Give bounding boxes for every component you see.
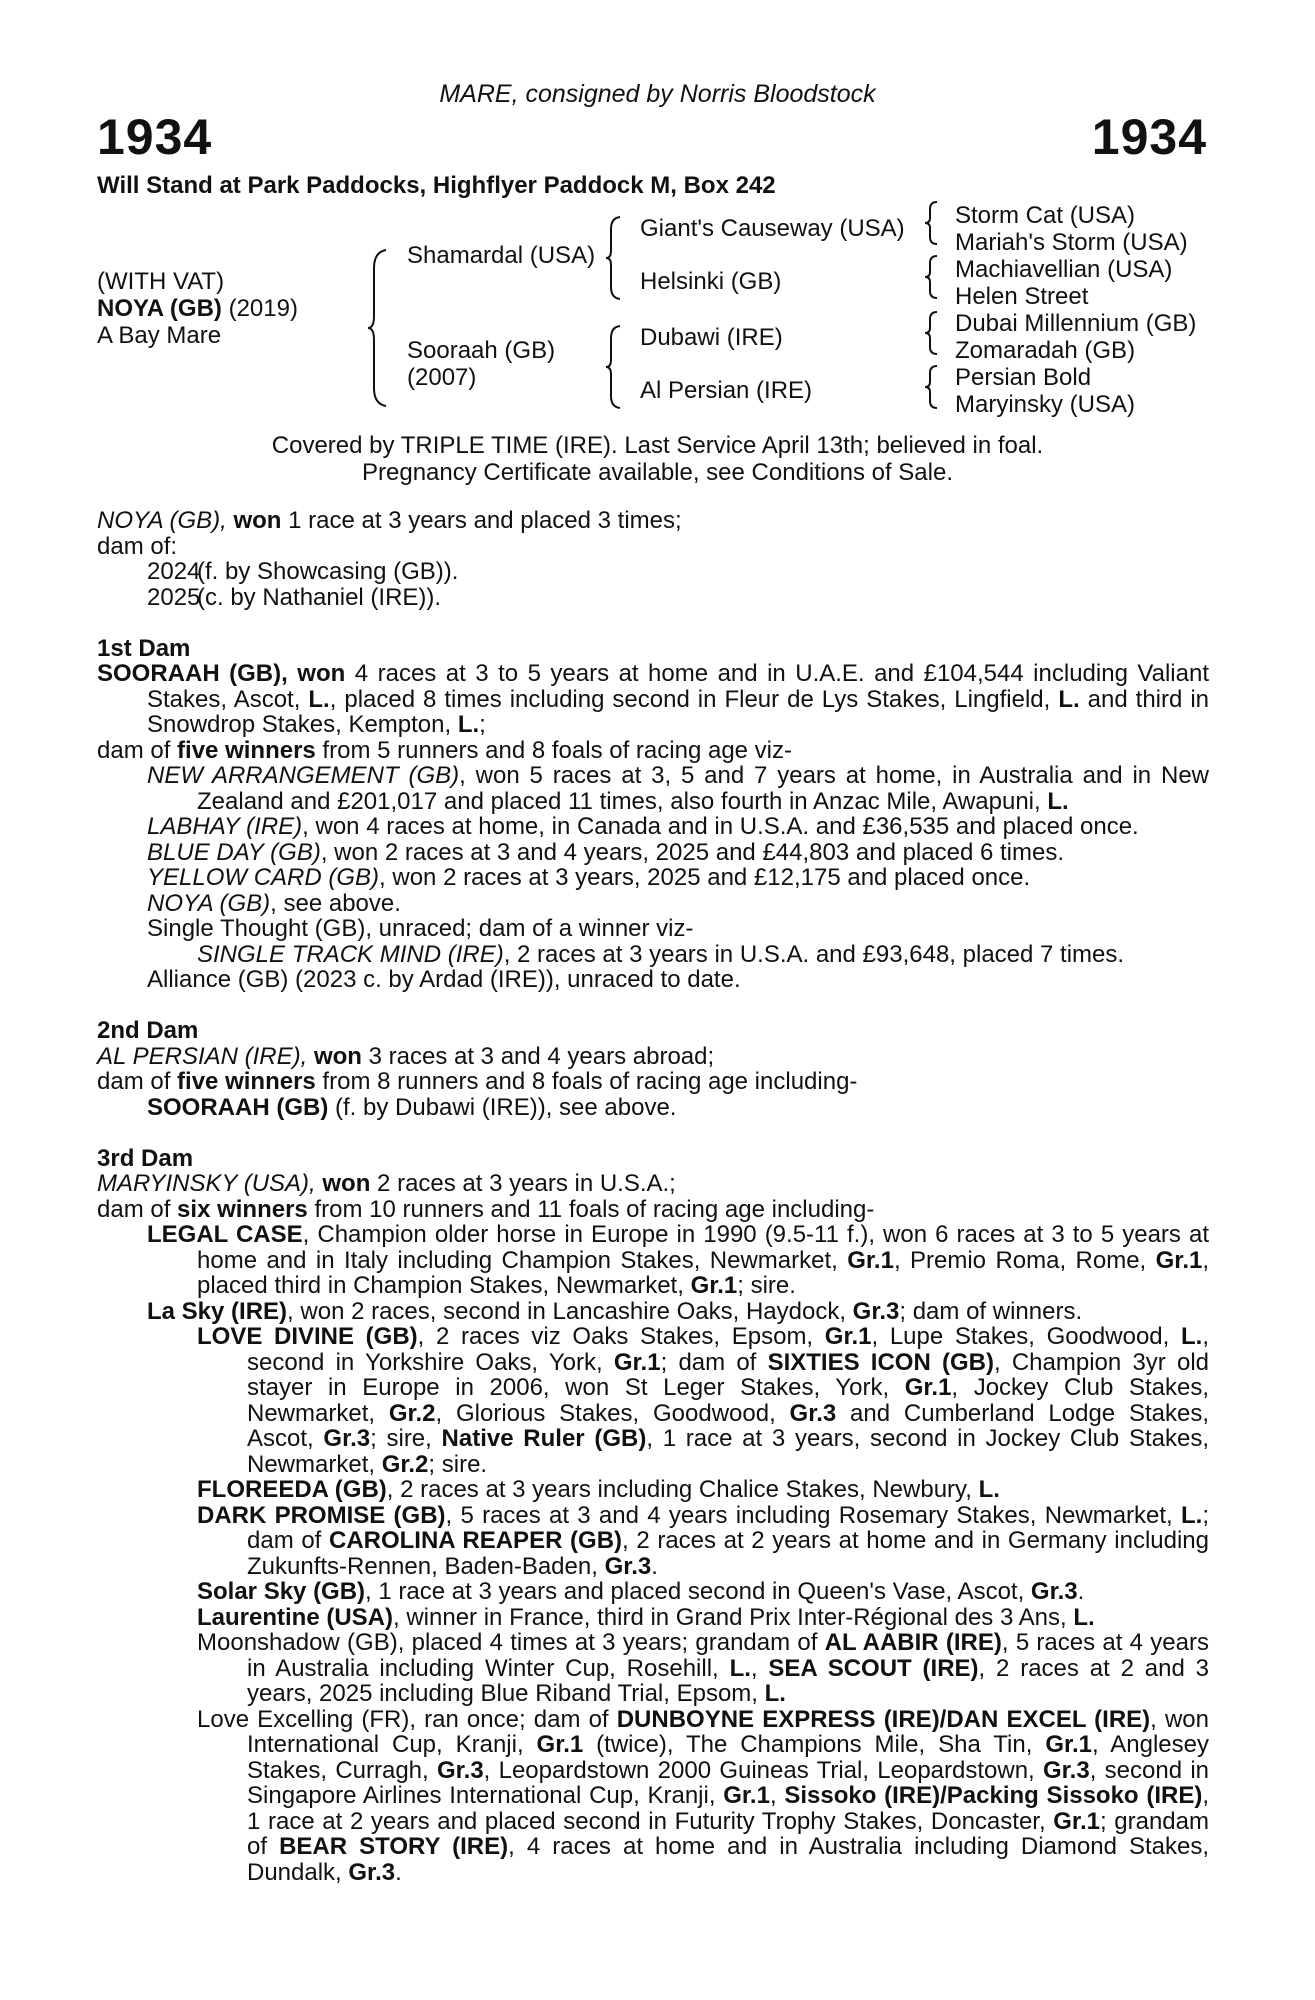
pedigree-ssd: Mariah's Storm (USA) [955,229,1188,256]
sire-name: Shamardal (USA) [407,242,596,269]
dam3-progeny-legal-case: LEGAL CASE, Champion older horse in Europe in 1990 (9.5-11 f.), won 6 races at 3 to 5 years at home and in Italy including Champion Stakes, Newmarket, Gr.1, Premio Roma, Rome, Gr.1, placed third in Champion Stakes, Newmarket, Gr.1; sire. [147,1221,1210,1299]
lot-number-left: 1934 [97,109,213,165]
pedigree-dds: Persian Bold [955,364,1092,391]
dam3-grandprogeny-laurentine: Laurentine (USA), winner in France, third in Grand Prix Inter-Régional des 3 Ans, L. [197,1603,1095,1631]
pedigree-brace-ss [925,200,939,246]
pedigree-brace-dam [606,324,622,410]
foal-row: 2025 (c. by Nathaniel (IRE)). [147,583,442,611]
pedigree-dsd: Zomaradah (GB) [955,337,1136,364]
pedigree-dss: Dubai Millennium (GB) [955,310,1197,337]
dam1-progeny: YELLOW CARD (GB), won 2 races at 3 years, 2025 and £12,175 and placed once. [147,864,1031,891]
horse-year: (2019) [228,295,298,322]
pedigree-brace-sd [925,254,939,300]
dam3-grandprogeny-love-divine: LOVE DIVINE (GB), 2 races viz Oaks Stakes, Epsom, Gr.1, Lupe Stakes, Goodwood, L., second in Yorkshire Oaks, York, Gr.1; dam of SIXTIES ICON (GB), Champion 3yr old stayer in Europe in 2006, won St Leger Stakes, York, Gr.1, Jockey Club Stakes, Newmarket, Gr.2, Glorious Stakes, Goodwood, Gr.3 and Cumberland Lodge Stakes, Ascot, Gr.3; sire, Native Ruler (GB), 1 race at 3 years, second in Jockey Club Stakes, Newmarket, Gr.2; sire. [197,1323,1210,1478]
dam1-damof: dam of five winners from 5 runners and 8 foals of racing age viz- [97,736,793,764]
dam2-progeny: SOORAAH (GB) (f. by Dubawi (IRE)), see above. [147,1093,677,1121]
sire-sire: Giant's Causeway (USA) [640,215,905,242]
dam2-record: AL PERSIAN (IRE), won 3 races at 3 and 4 years abroad; [97,1042,715,1070]
horse-name: NOYA (GB) [97,295,222,322]
pedigree-sdd: Helen Street [955,283,1089,310]
pedigree-brace-ds [925,310,939,356]
pedigree-brace-dd [925,364,939,410]
pedigree-brace-sire [606,215,622,301]
dam1-progeny: NOYA (GB), see above. [147,889,401,917]
dam1-grandprogeny: SINGLE TRACK MIND (IRE), 2 races at 3 years in U.S.A. and £93,648, placed 7 times. [197,940,1125,968]
covered-line-1: Covered by TRIPLE TIME (IRE). Last Service April 13th; believed in foal. [271,432,1044,459]
dam3-record: MARYINSKY (USA), won 2 races at 3 years in U.S.A.; [97,1170,676,1197]
vat-label: (WITH VAT) [97,268,225,295]
horse-name-line [97,295,298,323]
dam3-grandprogeny-dark-promise: DARK PROMISE (GB), 5 races at 3 and 4 years including Rosemary Stakes, Newmarket, L.; dam of CAROLINA REAPER (GB), 2 races at 2 years at home and in Germany including Zukunfts-Rennen, Baden-Baden, Gr.3. [197,1501,1209,1580]
intro-line: NOYA (GB), won 1 race at 3 years and placed 3 times; [97,507,682,534]
catalogue-body [97,508,1209,1885]
dam-dam: Al Persian (IRE) [640,377,813,404]
foal-row: 2024 (f. by Showcasing (GB)). [147,558,459,585]
dam1-progeny: Alliance (GB) (2023 c. by Ardad (IRE)), unraced to date. [147,966,741,993]
dam-sire: Dubawi (IRE) [640,324,783,351]
dam2-damof: dam of five winners from 8 runners and 8 foals of racing age including- [97,1068,858,1095]
covered-line-2: Pregnancy Certificate available, see Conditions of Sale. [362,459,953,486]
pedigree-brace-main [368,248,388,408]
dam3-heading: 3rd Dam [97,1144,194,1172]
dam3-grandprogeny-moonshadow: Moonshadow (GB), placed 4 times at 3 years; grandam of AL AABIR (IRE), 5 races at 4 years in Australia including Winter Cup, Rosehill, L., SEA SCOUT (IRE), 2 races at 2 and 3 years, 2025 including Blue Riband Trial, Epsom, L. [197,1629,1210,1707]
pedigree-sds: Machiavellian (USA) [955,256,1173,283]
dam1-progeny: LABHAY (IRE), won 4 races at home, in Canada and in U.S.A. and £36,535 and placed once. [147,813,1139,840]
stand-location: Will Stand at Park Paddocks, Highflyer Paddock M, Box 242 [97,172,776,199]
dam2-heading: 2nd Dam [97,1017,199,1044]
dam3-progeny-la-sky: La Sky (IRE), won 2 races, second in Lancashire Oaks, Haydock, Gr.3; dam of winners. [147,1297,1083,1325]
dam1-progeny: BLUE DAY (GB), won 2 races at 3 and 4 years, 2025 and £44,803 and placed 6 times. [147,838,1064,866]
pedigree-sss: Storm Cat (USA) [955,202,1136,229]
dam-year: (2007) [407,364,477,391]
dam1-heading: 1st Dam [97,634,191,662]
dam1-record: SOORAAH (GB), won 4 races at 3 to 5 years at home and in U.A.E. and £104,544 including Valiant Stakes, Ascot, L., placed 8 times including second in Fleur de Lys Stakes, Lingfield, L. and third in Snowdrop Stakes, Kempton, L.; [97,660,1209,738]
pedigree-ddd: Maryinsky (USA) [955,391,1136,418]
lot-number-right: 1934 [1091,109,1207,165]
dam-name: Sooraah (GB) [407,337,556,364]
dam1-progeny: NEW ARRANGEMENT (GB), won 5 races at 3, 5 and 7 years at home, in Australia and in New Zealand and £201,017 and placed 11 times, also fourth in Anzac Mile, Awapuni, L. [147,762,1210,815]
consignment-line: MARE, consigned by Norris Bloodstock [439,80,876,108]
dam3-grandprogeny-floreeda: FLOREEDA (GB), 2 races at 3 years including Chalice Stakes, Newbury, L. [197,1476,1000,1503]
dam3-grandprogeny-love-excelling: Love Excelling (FR), ran once; dam of DUNBOYNE EXPRESS (IRE)/DAN EXCEL (IRE), won International Cup, Kranji, Gr.1 (twice), The Champions Mile, Sha Tin, Gr.1, Anglesey Stakes, Curragh, Gr.3, Leopardstown 2000 Guineas Trial, Leopardstown, Gr.3, second in Singapore Airlines International Cup, Kranji, Gr.1, Sissoko (IRE)/Packing Sissoko (IRE), 1 race at 2 years and placed second in Futurity Trophy Stakes, Doncaster, Gr.1; grandam of BEAR STORY (IRE), 4 races at home and in Australia including Diamond Stakes, Dundalk, Gr.3. [197,1705,1210,1886]
sire-dam: Helsinki (GB) [640,268,782,295]
dam1-progeny: Single Thought (GB), unraced; dam of a winner viz- [147,915,694,942]
horse-description: A Bay Mare [97,322,222,349]
intro-damof: dam of: [97,532,178,560]
dam3-grandprogeny-solar-sky: Solar Sky (GB), 1 race at 3 years and placed second in Queen's Vase, Ascot, Gr.3. [197,1578,1085,1605]
dam3-damof: dam of six winners from 10 runners and 11 foals of racing age including- [97,1195,875,1223]
